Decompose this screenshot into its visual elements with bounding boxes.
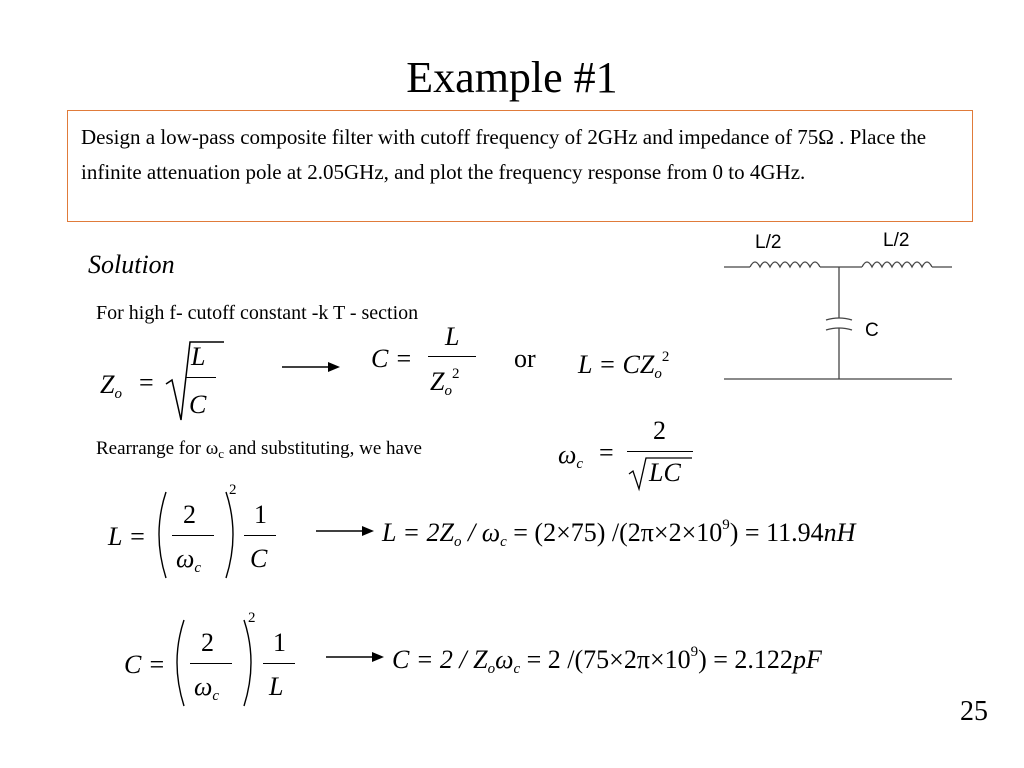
zo-equals: = bbox=[139, 368, 154, 397]
l-expr: L = CZ bbox=[578, 350, 655, 379]
or-text: or bbox=[514, 344, 536, 373]
capacitor-plate-top bbox=[826, 318, 852, 320]
C-result bbox=[392, 645, 822, 675]
C-fnum: 1 bbox=[273, 628, 286, 657]
L-result-d: ) = 11.94 bbox=[729, 518, 824, 547]
capacitor-label: C bbox=[865, 320, 879, 341]
L-lhs: L = bbox=[108, 522, 147, 551]
wc-sub: c bbox=[576, 456, 584, 472]
solution-heading: Solution bbox=[88, 250, 175, 279]
wc-num: 2 bbox=[653, 416, 666, 445]
C-pnum: 2 bbox=[201, 628, 214, 657]
rearrange-suffix: and substituting, we have bbox=[224, 438, 422, 459]
L-result-unit: nH bbox=[823, 518, 856, 547]
L-result bbox=[382, 518, 855, 548]
wc-equals: = bbox=[599, 438, 614, 467]
L-fden: C bbox=[250, 544, 268, 573]
page-number: 25 bbox=[960, 696, 988, 727]
wc-lhs: ω bbox=[558, 440, 577, 469]
rearrange-prefix: Rearrange for bbox=[96, 438, 206, 459]
L-pnum: 2 bbox=[183, 500, 196, 529]
C-result-b: ω bbox=[495, 645, 514, 674]
L-result-sup: 9 bbox=[722, 517, 730, 533]
l-sup: 2 bbox=[661, 349, 670, 365]
L-result-c: = (2×75) /(2π×2×10 bbox=[506, 518, 723, 547]
arrow-icon bbox=[282, 361, 342, 373]
slide-title: Example #1 bbox=[406, 53, 618, 102]
c-lhs: C = bbox=[371, 344, 413, 373]
L-fnum: 1 bbox=[254, 500, 267, 529]
rearrange-omega: ω bbox=[205, 438, 219, 459]
rearrange-text bbox=[96, 438, 422, 460]
L-result-sub1: o bbox=[454, 534, 462, 550]
inductor-left bbox=[750, 262, 820, 267]
C-lhs: C = bbox=[124, 650, 166, 679]
inductor-label-left: L/2 bbox=[755, 232, 782, 253]
C-result-unit: pF bbox=[792, 645, 822, 674]
C-result-sup: 9 bbox=[690, 644, 699, 660]
L-result-a: L = 2Z bbox=[382, 518, 454, 547]
problem-statement-box: Design a low-pass composite filter with cutoff frequency of 2GHz and impedance of 75Ω . Place the infinite attenuation pole at 2.05GHz, and plot the frequency response from 0 to 4GHz. bbox=[67, 110, 973, 222]
zo-sqrt-num: L bbox=[191, 342, 206, 371]
L-pden-sub: c bbox=[194, 560, 202, 576]
c-den-sub: o bbox=[444, 383, 452, 399]
L-pden: ω bbox=[176, 544, 195, 573]
C-result-c: = 2 /(75×2π×10 bbox=[520, 645, 691, 674]
L-result-b: / ω bbox=[461, 518, 501, 547]
zo-sqrt-den: C bbox=[189, 390, 207, 419]
C-result-d: ) = 2.122 bbox=[698, 645, 793, 674]
C-exp: 2 bbox=[248, 610, 256, 626]
arrow-icon bbox=[316, 525, 376, 537]
zo-sub: o bbox=[114, 386, 122, 402]
L-result-sub2: c bbox=[500, 534, 507, 550]
C-pden: ω bbox=[194, 672, 213, 701]
C-result-sub1: o bbox=[487, 661, 496, 677]
t-section-description: For high f- cutoff constant -k T - section bbox=[96, 302, 419, 324]
arrow-icon bbox=[326, 651, 386, 663]
wc-den: LC bbox=[649, 458, 681, 487]
C-result-sub2: c bbox=[513, 661, 521, 677]
l-sub: o bbox=[654, 366, 662, 382]
rearrange-sub: c bbox=[218, 446, 225, 461]
inductor-label-right: L/2 bbox=[883, 230, 910, 251]
C-fden: L bbox=[269, 672, 284, 701]
equation-l-from-zo bbox=[578, 350, 669, 380]
c-den: Z bbox=[430, 367, 445, 396]
zo-lhs: Z bbox=[100, 370, 115, 399]
L-exp: 2 bbox=[229, 482, 237, 498]
C-result-a: C = 2 / Z bbox=[392, 645, 488, 674]
c-num: L bbox=[445, 322, 460, 351]
inductor-right bbox=[862, 262, 932, 267]
c-den-sup: 2 bbox=[451, 366, 460, 382]
C-pden-sub: c bbox=[212, 688, 220, 704]
